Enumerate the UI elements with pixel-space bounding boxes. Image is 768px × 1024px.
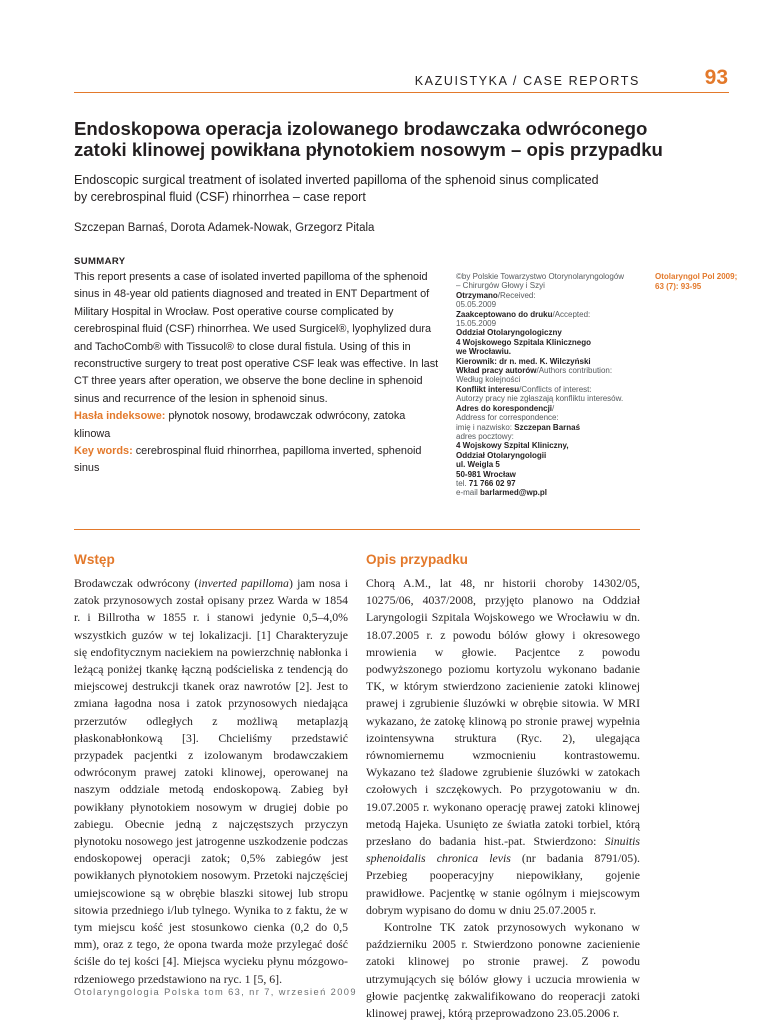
header-divider [74, 92, 729, 93]
case-text-1b: (nr badania 8791/05). Przebieg pooperacyjny niepowikłany, gojenie prawidłowe. Pacjentkę w stanie ogólnym i miejscowym dobrym wypisano do domu w dniu 25.07.2005 r. [366, 851, 640, 917]
address-label-en: Address for correspondence: [456, 413, 559, 423]
institution-line-3: we Wrocławiu. [456, 347, 511, 357]
case-body [366, 575, 640, 1022]
title-pl-line-1: Endoskopowa operacja izolowanego brodawczaka odwróconego [74, 118, 648, 139]
received-label-en: /Received: [497, 290, 536, 300]
accepted-label-en: /Accepted: [552, 309, 591, 319]
contribution-label-pl: Wkład pracy autorów [456, 366, 537, 376]
keywords-pl [74, 408, 442, 443]
intro-paragraph [74, 575, 348, 988]
conflict-value: Autorzy pracy nie zgłaszają konfliktu interesów. [456, 394, 624, 404]
address-label-pl: Adres do korespondencji [456, 403, 553, 413]
institution-line-1: Oddział Otolaryngologiczny [456, 328, 562, 338]
conflict-label-pl: Konflikt interesu [456, 384, 520, 394]
address-line-3: ul. Weigla 5 [456, 460, 500, 470]
received-label-pl: Otrzymano [456, 290, 498, 300]
correspondent-name-label: imię i nazwisko: [456, 422, 515, 432]
keywords-pl-label: Hasła indeksowe: [74, 410, 166, 423]
journal-footer: Otolaryngologia Polska tom 63, nr 7, wrzesień 2009 [74, 987, 357, 997]
email [456, 488, 644, 497]
summary-heading: SUMMARY [74, 256, 126, 267]
copyright-line-2: – Chirurgów Głowy i Szyi [456, 281, 545, 291]
address-line-2: Oddział Otolaryngologii [456, 450, 547, 460]
citation-line-1: Otolaryngol Pol 2009; [655, 272, 738, 281]
intro-italic: inverted papilloma [198, 576, 289, 590]
received-date: 05.05.2009 [456, 300, 497, 310]
title-en-line-2: by cerebrospinal fluid (CSF) rhinorrhea – case report [74, 190, 366, 204]
conflict-label [456, 385, 644, 394]
contribution-label-en: /Authors contribution: [536, 366, 613, 376]
address-line-1: 4 Wojskowy Szpital Kliniczny, [456, 441, 569, 451]
keywords-en-value: cerebrospinal fluid rhinorrhea, papilloma inverted, sphenoid sinus [74, 445, 422, 475]
phone [456, 479, 644, 488]
article-title-en [74, 172, 634, 206]
phone-label: tel. [456, 478, 469, 488]
keywords-en-label: Key words: [74, 445, 133, 458]
postal-address-label: adres pocztowy: [456, 431, 514, 441]
accepted-date: 15.05.2009 [456, 319, 497, 329]
department-head: Kierownik: dr n. med. K. Wilczyński [456, 356, 591, 366]
intro-heading: Wstęp [74, 552, 115, 567]
phone-value: 71 766 02 97 [468, 478, 516, 488]
citation-line-2: 63 (7): 93-95 [655, 281, 702, 291]
article-metadata [456, 272, 644, 498]
case-heading: Opis przypadku [366, 552, 468, 567]
copyright-line-1: ©by Polskie Towarzystwo Otorynolaryngologów [456, 272, 625, 281]
summary-text: This report presents a case of isolated inverted papilloma of the sphenoid sinus in 48-year old patients diagnosed and treated in ENT Department of Military Hospital in Wrocław. Post operative course complicated by cerebrospinal fluid (CSF) rhinorrhea. We used Surgicel®, lyophylized dura and TachoComb® with Tissucol® to close dural fistula. Using of this in reconstructive surgery to treat post operative CSF leak was effective. In last CT three years after operation, we observe the bone decline in sphenoid sinus and recurrence of the lesion in sphenoid sinus. [74, 271, 439, 405]
address-line-4: 50-981 Wrocław [456, 469, 516, 479]
case-text-1a: Chorą A.M., lat 48, nr historii choroby 14302/05, 10275/06, 4037/2008, przyjęto planowo na Oddział Laryngologii Szpitala Wojskowego we Wrocławiu w dn. 18.07.2005 r. z powodu bólów głowy i okresowego mrowienia w głowie. Pacjentce z powodu podwyższonego poziomu kortyzolu wykonano badanie TK, w którym stwierdzono zacienienie zatoki klinowej prawej i zgrubienie śluzówki w obrębie sitowia. W MRI wykazano, że zatokę klinową po stronie prawej wypełnia izointensywna struktura (Ryc. 2), ulegająca równomiernemu wzmocnieniu kontrastowemu. Wykazano też śladowe zgrubienie śluzówki w zatokach czołowych i szczękowych. Po przygotowaniu w dn. 19.07.2005 r. wykonano operację prawej zatoki klinowej metodą Hajeka. Usunięto ze światła zatoki torbiel, którą przesłano do badania hist.-pat. Stwierdzono: [366, 576, 640, 849]
address-label [456, 404, 644, 413]
intro-text-1: Brodawczak odwrócony ( [74, 576, 199, 590]
intro-text-2: ) jam nosa i zatok przynosowych został opisany przez Warda w 1854 r. i Billrotha w 1855 r. i stanowi jedynie 0,5–4,0% wszystkich guzów w tej lokalizacji. [1] Charakteryzuje się endofitycznym naciekiem na powierzchnię nabłonka i leżącą poniżej tkankę łączną podścieliska z tendencją do miejscowej destrukcji tkanek oraz nawrotów [2]. Jest to zmiana łagodna nosa i zatok przynosowych niedająca przerzutów odległych z możliwą metaplazją płaskonabłonkową [3]. Chcieliśmy przedstawić przypadek pacjentki z izolowanym brodawczakiem odwróconym prawej zatoki klinowej, operowanej na naszym oddziale metodą endoskopową. Zabieg był powikłany płynotokiem nosowym w drugiej dobie po zabiegu. Obecnie jedną z najczęstszych przyczyn płynotoku nosowego jest jatrogenne uszkodzenie podczas endoskopowej operacji zatok; 0,5% zabiegów jest powikłanych płynotokiem nosowym. Przetoki najczęściej umiejscowione są w obrębie blaszki sitowej lub stropu sitowia przedniego i/lub tylnego. Wynika to z faktu, że w tym miejscu kość jest stosunkowo cienka (0,2 do 0,5 mm), oraz z tego, że opona twarda może przylegać dość ściśle do tej kości [4]. Miejsca wycieku płynu mózgowo-rdzeniowego przedstawiono na ryc. 1 [5, 6]. [74, 576, 348, 986]
keywords-pl-value: płynotok nosowy, brodawczak odwrócony, zatoka klinowa [74, 410, 406, 440]
correspondent-name [456, 423, 644, 432]
contribution-value: Według kolejności [456, 375, 521, 385]
running-section-title: KAZUISTYKA / CASE REPORTS [414, 74, 640, 88]
intro-body [74, 575, 348, 988]
keywords-en [74, 443, 442, 478]
authors: Szczepan Barnaś, Dorota Adamek-Nowak, Grzegorz Pitala [74, 222, 375, 234]
case-paragraph-1 [366, 575, 640, 919]
title-en-line-1: Endoscopic surgical treatment of isolated inverted papilloma of the sphenoid sinus complicated [74, 173, 599, 187]
article-title-pl [74, 118, 694, 160]
received-label [456, 291, 644, 300]
address-label-separator: / [552, 403, 555, 413]
case-italic: Sinuitis sphenoidalis chronica levis [366, 834, 640, 866]
conflict-label-en: /Conflicts of interest: [519, 384, 592, 394]
summary-block [74, 255, 442, 478]
journal-citation [655, 272, 750, 291]
email-value: barlarmed@wp.pl [480, 488, 547, 498]
page-number: 93 [704, 66, 728, 89]
email-label: e-mail [456, 488, 481, 498]
title-pl-line-2: zatoki klinowej powikłana płynotokiem nosowym – opis przypadku [74, 139, 663, 160]
institution-line-2: 4 Wojskowego Szpitala Klinicznego [456, 337, 591, 347]
section-divider [74, 529, 640, 530]
correspondent-name-value: Szczepan Barnaś [514, 422, 581, 432]
contribution-label [456, 366, 644, 375]
case-paragraph-2: Kontrolne TK zatok przynosowych wykonano w październiku 2005 r. Stwierdzono ponowne zacienienie zatoki klinowej po stronie prawej. Z powodu utrzymujących się bólów głowy i uczucia mrowienia w głowie pacjentkę zakwalifikowano do reoperacji zatoki klinowej prawej, którą przeprowadzono 23.05.2006 r. [366, 920, 640, 1021]
accepted-label [456, 310, 644, 319]
accepted-label-pl: Zaakceptowano do druku [456, 309, 553, 319]
